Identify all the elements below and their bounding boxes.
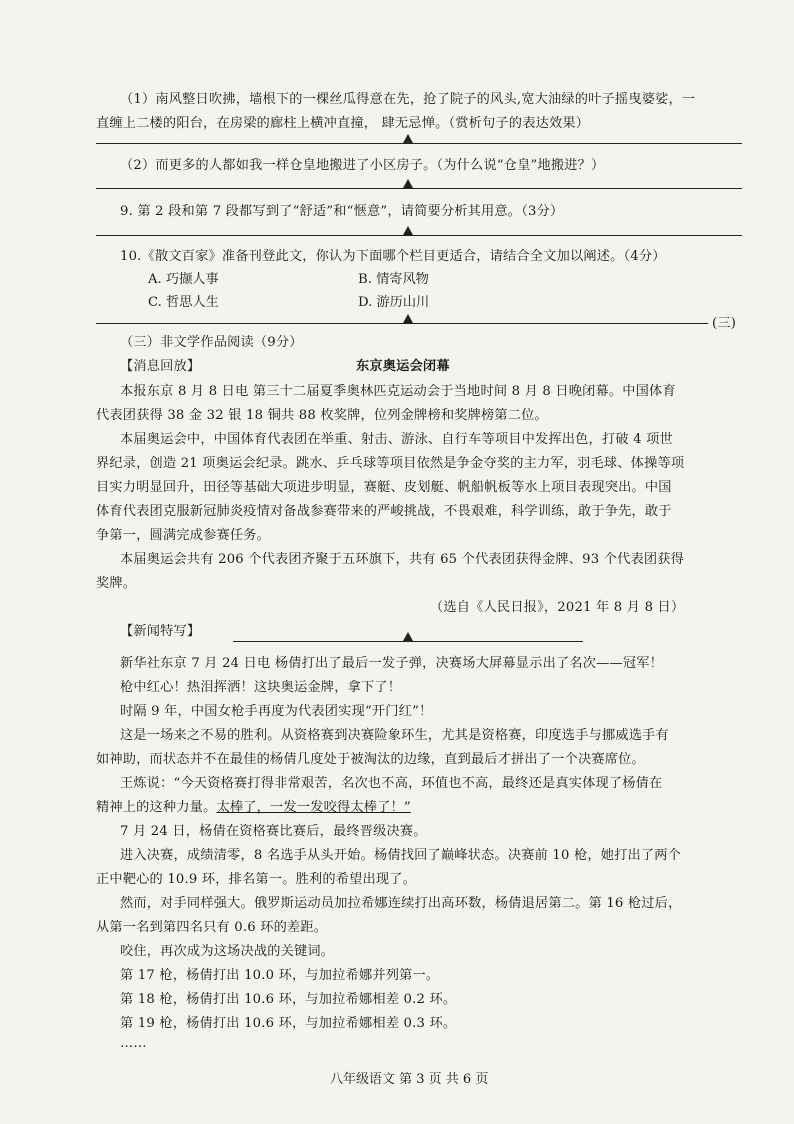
q10-option-a: A. 巧撷人事: [148, 272, 219, 287]
feature-line: 然而，对手同样强大。俄罗斯运动员加拉希娜连续打出高环数，杨倩退居第二。第 16 枪过后，: [120, 896, 682, 911]
triangle-marker-icon: [403, 632, 413, 641]
underlined-quote: 太棒了，一发一发咬得太棒了！”: [216, 800, 411, 815]
feature-line: 7 月 24 日，杨倩在资格赛比赛后，最终晋级决赛。: [120, 824, 427, 839]
page-footer: 八年级语文 第 3 页 共 6 页: [330, 1072, 489, 1087]
answer-line-q10[interactable]: [96, 323, 708, 324]
news-source: （选自《人民日报》，2021 年 8 月 8 日）: [430, 600, 685, 615]
news-tag: 【消息回放】: [120, 359, 201, 374]
q9-text: 9. 第 2 段和第 7 段都写到了“舒适”和“惬意”，请简要分析其用意。（3分）: [120, 204, 564, 219]
feature-line: 枪中红心！热泪挥洒！这块奥运金牌，拿下了！: [120, 680, 402, 695]
feature-line: 新华社东京 7 月 24 日电 杨倩打出了最后一发子弹，决赛场大屏幕显示出了名次——冠军！: [120, 656, 664, 671]
q8-item1-line2: 直缠上二楼的阳台，在房梁的廊柱上横冲直撞， 肆无忌惮。（赏析句子的表达效果）: [96, 116, 590, 131]
feature-tag: 【新闻特写】: [120, 624, 201, 639]
feature-line: 进入决赛，成绩清零，8 名选手从头开始。杨倩找回了巅峰状态。决赛前 10 枪，她打出了两个: [120, 848, 682, 863]
ellipsis: ……: [120, 1036, 147, 1051]
triangle-marker-icon: [403, 314, 413, 323]
feature-line: 第 18 枪，杨倩打出 10.6 环，与加拉希娜相差 0.2 环。: [120, 992, 457, 1007]
news-line: 争第一，圆满完成参赛任务。: [96, 528, 271, 543]
feature-line: 王炼说：“今天资格赛打得非常艰苦，名次也不高，环值也不高，最终还是真实体现了杨倩在: [120, 776, 663, 791]
news-line: 本报东京 8 月 8 日电 第三十二届夏季奥林匹克运动会于当地时间 8 月 8 日晚闭幕。中国体育: [120, 384, 676, 399]
news-line: 代表团获得 38 金 32 银 18 铜共 88 枚奖牌，位列金牌榜和奖牌榜第二位。: [96, 408, 548, 423]
answer-line-q9[interactable]: [96, 235, 742, 236]
feature-line: 这是一场来之不易的胜利。从资格赛到决赛险象环生，尤其是资格赛，印度选手与挪威选手有: [120, 728, 669, 743]
triangle-marker-icon: [403, 134, 413, 143]
feature-line: [96, 796, 411, 815]
news-line: 目实力明显回升，田径等基础大项进步明显，赛艇、皮划艇、帆船帆板等水上项目表现突出。中国: [96, 480, 672, 495]
feature-quote-part: 精神上的这种力量。: [96, 800, 217, 815]
news-line: 奖牌。: [96, 576, 137, 591]
triangle-marker-icon: [403, 226, 413, 235]
news-title: 东京奥运会闭幕: [356, 359, 450, 374]
feature-line: 从第一名到第四名只有 0.6 环的差距。: [96, 920, 328, 935]
triangle-marker-icon: [403, 179, 413, 188]
news-line: 体育代表团克服新冠肺炎疫情对备战参赛带来的严峻挑战，不畏艰难，科学训练，敢于争先，敢于: [96, 504, 672, 519]
feature-line: 时隔 9 年，中国女枪手再度为代表团实现“开门红”！: [120, 704, 433, 719]
feature-line: 第 17 枪，杨倩打出 10.0 环，与加拉希娜并列第一。: [120, 968, 440, 983]
feature-line: 咬住，再次成为这场决战的关键词。: [120, 944, 335, 959]
q8-item2: （2）而更多的人都如我一样仓皇地搬进了小区房子。（为什么说“仓皇”地搬进？）: [120, 158, 605, 173]
q10-text: 10.《散文百家》准备刊登此文，你认为下面哪个栏目更适合，请结合全文加以阐述。（4分）: [120, 249, 666, 264]
q10-option-c: C. 哲思人生: [148, 295, 219, 310]
news-line: 本届奥运会共有 206 个代表团齐聚于五环旗下，共有 65 个代表团获得金牌、93 个代表团获得: [120, 552, 685, 567]
answer-line-title[interactable]: [233, 641, 583, 642]
feature-line: 第 19 枪，杨倩打出 10.6 环，与加拉希娜相差 0.3 环。: [120, 1016, 457, 1031]
feature-line: 正中靶心的 10.9 环，排名第一。胜利的希望出现了。: [96, 872, 417, 887]
news-line: 本届奥运会中，中国体育代表团在举重、射击、游泳、自行车等项目中发挥出色，打破 4 项世: [120, 432, 673, 447]
q10-option-d: D. 游历山川: [358, 295, 430, 310]
q10-option-b: B. 情寄风物: [358, 272, 429, 287]
answer-line-q8-2[interactable]: [96, 188, 742, 189]
q8-item1-line1: （1）南风整日吹拂，墙根下的一棵丝瓜得意在先，抢了院子的风头,宽大油绿的叶子摇曳婆娑，一: [120, 92, 696, 107]
section-heading: （三）非文学作品阅读（9分）: [120, 335, 303, 350]
news-line: 界纪录，创造 21 项奥运会纪录。跳水、乒乓球等项目依然是争金夺奖的主力军，羽毛球、体操等项: [96, 456, 685, 471]
feature-line: 如神助，而状态并不在最佳的杨倩几度处于被淘汰的边缘，直到最后才拼出了一个决赛席位。: [96, 752, 645, 767]
margin-mark: (三): [712, 316, 737, 331]
answer-line-q8-1[interactable]: [96, 143, 742, 144]
